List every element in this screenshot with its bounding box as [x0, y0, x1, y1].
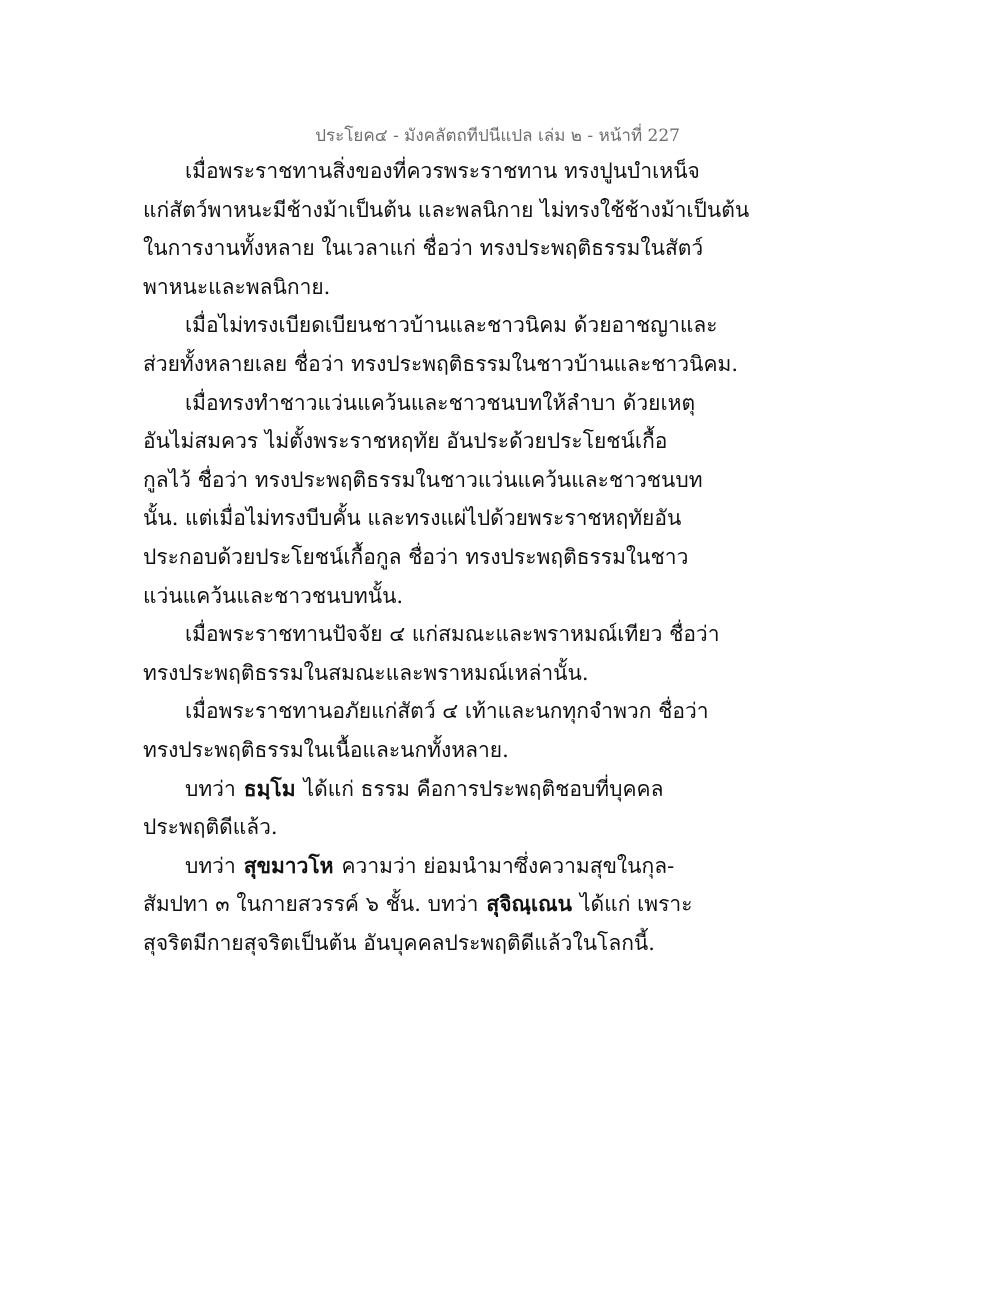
paragraph-1-line-2: แก่สัตว์พาหนะมีช้างม้าเป็นต้น และพลนิกาย ไม่ทรงใช้ช้างม้าเป็นต้น: [143, 197, 750, 222]
paragraph-3-line-3: กูลไว้ ชื่อว่า ทรงประพฤติธรรมในชาวแว่นแคว้นและชาวชนบท: [143, 467, 703, 492]
paragraph-3-line-6: แว่นแคว้นและชาวชนบทนั้น.: [143, 583, 404, 608]
pali-term-dhammo: ธมฺโม: [243, 775, 296, 801]
paragraph-6-lead: บทว่า: [185, 776, 236, 801]
paragraph-3-line-4: นั้น. แต่เมื่อไม่ทรงบีบคั้น และทรงแผ่ไปด้วยพระราชหฤทัยอัน: [143, 506, 682, 531]
paragraph-3-line-5: ประกอบด้วยประโยชน์เกื้อกูล ชื่อว่า ทรงประพฤติธรรมในชาว: [143, 544, 689, 569]
paragraph-4-line-1: เมื่อพระราชทานปัจจัย ๔ แก่สมณะและพราหมณ์เทียว ชื่อว่า: [185, 622, 720, 647]
page-body: [143, 152, 750, 962]
paragraph-1-line-4: พาหนะและพลนิกาย.: [143, 274, 331, 299]
paragraph-6-gloss: ได้แก่ ธรรม คือการประพฤติชอบที่บุคคล: [303, 776, 664, 801]
paragraph-1-line-3: ในการงานทั้งหลาย ในเวลาแก่ ชื่อว่า ทรงประพฤติธรรมในสัตว์: [143, 236, 704, 261]
paragraph-7-line-1: [143, 847, 703, 886]
paragraph-7-line-3: สุจริตมีกายสุจริตเป็นต้น อันบุคคลประพฤติดีแล้วในโลกนี้.: [143, 930, 655, 955]
paragraph-4-line-2: ทรงประพฤติธรรมในสมณะและพราหมณ์เหล่านั้น.: [143, 660, 589, 685]
paragraph-2-line-1: เมื่อไม่ทรงเบียดเบียนชาวบ้านและชาวนิคม ด้วยอาชญาและ: [185, 313, 718, 338]
paragraph-6-line-2: ประพฤติดีแล้ว.: [143, 815, 278, 840]
paragraph-7-line-2-lead: สัมปทา ๓ ในกายสวรรค์ ๖ ชั้น. บทว่า: [143, 892, 479, 917]
pali-term-sukhamavaho: สุขมาวโห: [243, 852, 334, 878]
paragraph-7-line-2-gloss: ได้แก่ เพราะ: [580, 892, 693, 917]
paragraph-2-line-2: ส่วยทั้งหลายเลย ชื่อว่า ทรงประพฤติธรรมในชาวบ้านและชาวนิคม.: [143, 351, 739, 376]
paragraph-3-line-1: เมื่อทรงทำชาวแว่นแคว้นและชาวชนบทให้ลำบา ด้วยเหตุ: [185, 390, 696, 415]
paragraph-7-gloss: ความว่า ย่อมนำมาซึ่งความสุขในกุล-: [341, 853, 675, 878]
paragraph-3-line-2: อันไม่สมควร ไม่ตั้งพระราชหฤทัย อันประด้วยประโยชน์เกื้อ: [143, 429, 668, 454]
paragraph-7-line-2: [143, 885, 703, 924]
running-header: ประโยค๔ - มังคลัตถทีปนีแปล เล่ม ๒ - หน้าที่ 227: [315, 126, 680, 146]
paragraph-7-lead: บทว่า: [185, 853, 236, 878]
paragraph-5-line-1: เมื่อพระราชทานอภัยแก่สัตว์ ๔ เท้าและนกทุกจำพวก ชื่อว่า: [185, 699, 709, 724]
paragraph-5-line-2: ทรงประพฤติธรรมในเนื้อและนกทั้งหลาย.: [143, 737, 509, 762]
pali-term-sucinnena: สุจิณฺเณน: [486, 891, 572, 917]
paragraph-1-line-1: เมื่อพระราชทานสิ่งของที่ควรพระราชทาน ทรงปูนบำเหน็จ: [185, 159, 700, 183]
paragraph-6-line-1: [143, 770, 703, 809]
